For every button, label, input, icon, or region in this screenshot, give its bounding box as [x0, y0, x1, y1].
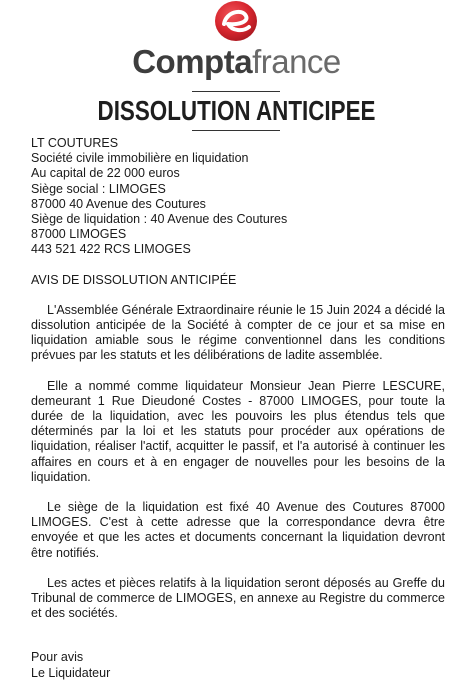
- liquidation-office-city: 87000 LIMOGES: [31, 227, 127, 242]
- liquidation-office: Siège de liquidation : 40 Avenue des Coutures: [31, 212, 288, 227]
- paragraph-assembly-decision: L'Assemblée Générale Extraordinaire réunie le 15 Juin 2024 a décidé la dissolution anticipée de la Société à compter de ce jour et sa mise en liquidation amiable sous le régime conventionnel dans les conditions prévues par les statuts et les délibérations de ladite assemblée.: [31, 302, 445, 363]
- title-rule-top: [192, 91, 280, 92]
- rcs-number: 443 521 422 RCS LIMOGES: [31, 242, 191, 257]
- paragraph-liquidator-appointment: Elle a nommé comme liquidateur Monsieur Jean Pierre LESCURE, demeurant 1 Rue Dieudoné Costes - 87000 LIMOGES, pour toute la durée de la liquidation, avec les pouvoirs les plus étendus tels que déterminés par la loi et les statuts pour procéder aux opérations de liquidation, réaliser l'actif, acquitter le passif, et l'a autorisé à continuer les affaires en cours et à en engager de nouvelles pour les besoins de la liquidation.: [31, 378, 445, 484]
- brand-name-bold: Compta: [132, 43, 253, 80]
- registered-office-address: 87000 40 Avenue des Coutures: [31, 196, 206, 211]
- paragraph-filing: Les actes et pièces relatifs à la liquidation seront déposés au Greffe du Tribunal de commerce de LIMOGES, en annexe au Registre du commerce et des sociétés.: [31, 575, 445, 621]
- brand-name-light: france: [252, 43, 341, 80]
- avis-heading: AVIS DE DISSOLUTION ANTICIPÉE: [31, 272, 237, 287]
- e-swirl-sphere-logo-icon: [212, 0, 260, 42]
- company-form: Société civile immobilière en liquidation: [31, 151, 249, 166]
- company-capital: Au capital de 22 000 euros: [31, 166, 180, 181]
- company-name: LT COUTURES: [31, 136, 119, 150]
- signoff: [31, 650, 445, 680]
- brand-logo: [0, 0, 473, 84]
- registered-office: Siège social : LIMOGES: [31, 181, 166, 196]
- title-rule-bottom: [192, 130, 280, 131]
- signoff-liquidateur: Le Liquidateur: [31, 665, 111, 680]
- notice-title: DISSOLUTION ANTICIPEE: [97, 95, 376, 126]
- paragraph-liquidation-seat: Le siège de la liquidation est fixé 40 Avenue des Coutures 87000 LIMOGES. C'est à cette adresse que la correspondance devra être envoyée et que les actes et documents concernant la liquidation devront être notifiés.: [31, 500, 445, 560]
- notice-body: [31, 136, 445, 681]
- signoff-pour-avis: Pour avis: [31, 650, 84, 665]
- brand-wordmark: [0, 43, 473, 81]
- company-header: [31, 136, 445, 258]
